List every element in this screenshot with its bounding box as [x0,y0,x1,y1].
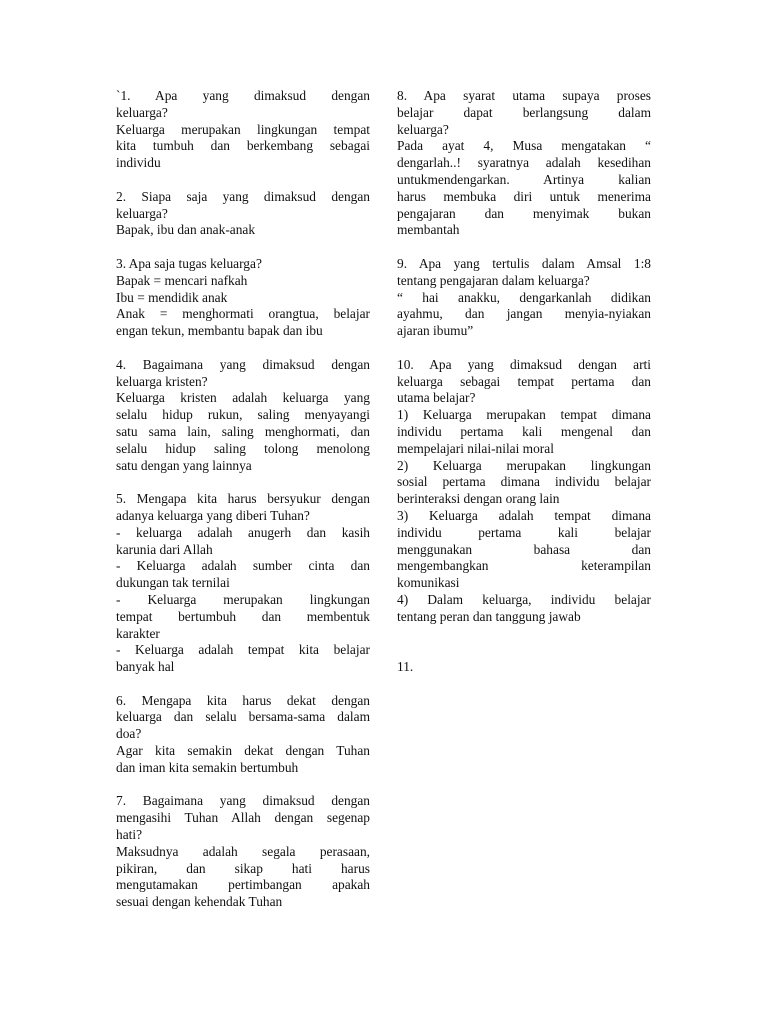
text-line: satu dengan yang lainnya [116,457,252,473]
text-line: belajar dapat berlangsung dalam [397,104,651,120]
text-line: karakter [116,625,160,641]
text-line: pikiran, dan sikap hati harus [116,860,370,876]
text-line: 5. Mengapa kita harus bersyukur dengan [116,491,370,507]
text-line: 3) Keluarga adalah tempat dimana [397,507,651,523]
text-line: keluarga? [116,104,168,120]
right-column [397,88,651,693]
text-line: dan iman kita semakin bertumbuh [116,759,299,775]
text-line: dukungan tak ternilai [116,575,230,591]
left-qa-block [116,491,370,676]
text-line: hati? [116,827,143,843]
text-line: Maksudnya adalah segala perasaan, [116,843,370,859]
text-line: tentang pengajaran dalam keluarga? [397,272,590,288]
text-line: individu pertama kali mengenal dan [397,423,651,439]
text-line: Ibu = mendidik anak [116,289,228,305]
text-line: karunia dari Allah [116,541,213,557]
text-line: sesuai dengan kehendak Tuhan [116,894,283,910]
text-line: - keluarga adalah anugerh dan kasih [116,524,370,540]
right-qa-block [397,88,651,239]
text-line: 4. Bagaimana yang dimaksud dengan [116,356,370,372]
text-line: ajaran ibumu” [397,323,474,339]
right-qa-block [397,357,651,626]
text-line: - Keluarga adalah sumber cinta dan [116,558,370,574]
right-qa-block [397,642,651,676]
text-line: keluarga kristen? [116,373,208,389]
text-line: `1. Apa yang dimaksud dengan [116,88,370,103]
text-line: engan tekun, membantu bapak dan ibu [116,323,323,339]
text-line: 3. Apa saja tugas keluarga? [116,255,262,271]
text-line: Anak = menghormati orangtua, belajar [116,306,370,322]
text-line: membantah [397,222,460,238]
text-line: 10. Apa yang dimaksud dengan arti [397,356,651,372]
text-line: 6. Mengapa kita harus dekat dengan [116,692,370,708]
text-line: individu [116,155,161,171]
text-line: doa? [116,726,142,742]
text-line: berinteraksi dengan orang lain [397,491,560,507]
text-line: keluarga dan selalu bersama-sama dalam [116,709,370,725]
text-line: sosial pertama dimana individu belajar [397,474,651,490]
text-line: mengembangkan keterampilan [397,558,651,574]
text-line: individu pertama kali belajar [397,524,651,540]
left-qa-block [116,793,370,911]
text-line: 4) Dalam keluarga, individu belajar [397,591,651,607]
text-line: Agar kita semakin dekat dengan Tuhan [116,743,370,759]
text-line: Keluarga merupakan lingkungan tempat [116,121,370,137]
text-line: “ hai anakku, dengarkanlah didikan [397,289,651,305]
text-line: pengajaran dan menyimak bukan [397,205,651,221]
text-line: 9. Apa yang tertulis dalam Amsal 1:8 [397,255,651,271]
text-line: ayahmu, dan jangan menyia-nyiakan [397,306,651,322]
text-line: keluarga? [397,121,449,137]
left-qa-block [116,88,370,172]
text-line: selalu hidup saling tolong menolong [116,440,370,456]
text-line: untukmendengarkan. Artinya kalian [397,171,651,187]
text-line: mengasihi Tuhan Allah dengan segenap [116,810,370,826]
text-line: - Keluarga adalah tempat kita belajar [116,642,370,658]
text-line: Pada ayat 4, Musa mengatakan “ [397,138,651,154]
text-line: selalu hidup rukun, saling menyayangi [116,407,370,423]
text-line: 2) Keluarga merupakan lingkungan [397,457,651,473]
left-qa-block [116,256,370,340]
left-qa-block [116,693,370,777]
text-line: harus membuka diri untuk menerima [397,188,651,204]
text-line: tempat bertumbuh dan membentuk [116,608,370,624]
right-qa-block [397,256,651,340]
text-line: menggunakan bahasa dan [397,541,651,557]
text-line: satu sama lain, saling menghormati, dan [116,423,370,439]
text-line: mempelajari nilai-nilai moral [397,440,554,456]
text-line: komunikasi [397,575,460,591]
text-line: - Keluarga merupakan lingkungan [116,591,370,607]
left-column [116,88,370,928]
text-line: utama belajar? [397,390,476,406]
left-qa-block [116,357,370,475]
text-line: Bapak, ibu dan anak-anak [116,222,256,238]
text-line: Keluarga kristen adalah keluarga yang [116,390,370,406]
left-qa-block [116,189,370,239]
text-line: 11. [397,659,414,675]
text-line: 7. Bagaimana yang dimaksud dengan [116,793,370,809]
text-line: keluarga sebagai tempat pertama dan [397,373,651,389]
text-line: keluarga? [116,205,168,221]
text-line: adanya keluarga yang diberi Tuhan? [116,507,310,523]
text-line: 2. Siapa saja yang dimaksud dengan [116,188,370,204]
text-line [397,642,651,659]
text-line: 8. Apa syarat utama supaya proses [397,88,651,103]
text-line: dengarlah..! syaratnya adalah kesedihan [397,155,651,171]
text-line: 1) Keluarga merupakan tempat dimana [397,407,651,423]
text-line: Bapak = mencari nafkah [116,272,248,288]
text-line: kita tumbuh dan berkembang sebagai [116,138,370,154]
text-line: banyak hal [116,659,175,675]
text-line: tentang peran dan tanggung jawab [397,608,581,624]
text-line: mengutamakan pertimbangan apakah [116,877,370,893]
